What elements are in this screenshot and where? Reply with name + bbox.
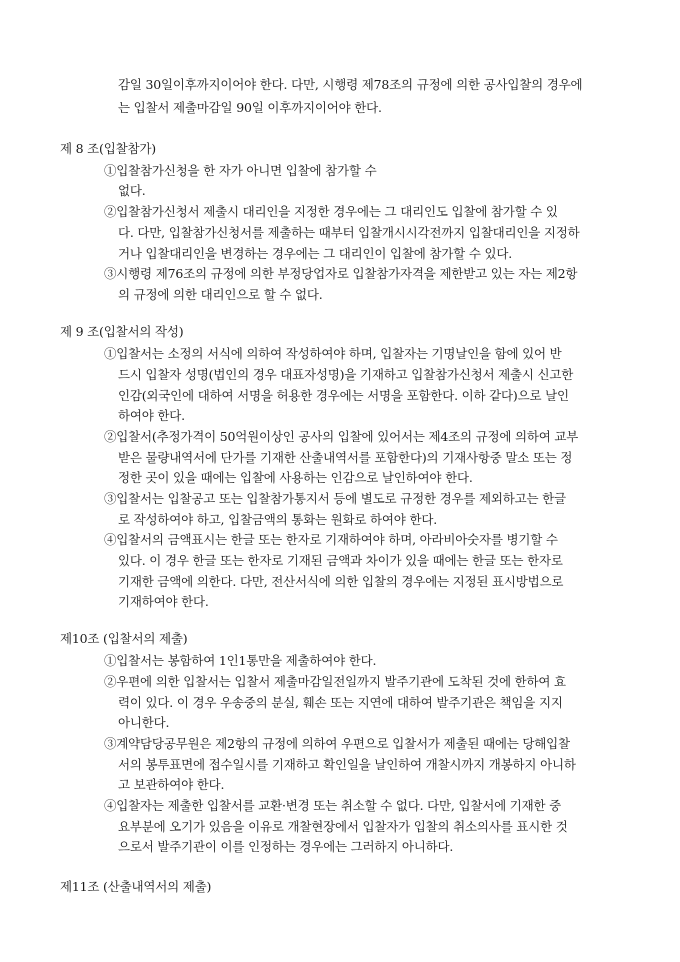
article-8-item-2: ②입찰참가신청서 제출시 대리인을 지정한 경우에는 그 대리인도 입찰에 참가할 수 있 — [104, 204, 558, 219]
article-10-item-2-cont: 력이 있다. 이 경우 우송중의 분실, 훼손 또는 지연에 대하여 발주기관은 책임을 지지 — [118, 695, 563, 710]
article-8-item-2-cont: 다. 다만, 입찰참가신청서를 제출하는 때부터 입찰개시시각전까지 입찰대리인을 지정하 — [118, 225, 580, 240]
article-9-heading: 제 9 조(입찰서의 작성) — [60, 324, 184, 339]
article-10-item-2-cont: 아니한다. — [118, 715, 170, 730]
article-8-item-3-cont: 의 규정에 의한 대리인으로 할 수 없다. — [118, 287, 323, 302]
article-9-item-1-cont: 드시 입찰자 성명(법인의 경우 대표자성명)을 기재하고 입찰참가신청서 제출시 신고한 — [118, 367, 574, 382]
article-10-item-1: ①입찰서는 봉함하여 1인1통만을 제출하여야 한다. — [104, 653, 377, 668]
article-9-item-1-cont: 인감(외국인에 대하여 서명을 허용한 경우에는 서명을 포함한다. 이하 같다)으로 날인 — [118, 388, 569, 403]
article-9-item-2-cont: 정한 곳이 있을 때에는 입찰에 사용하는 인감으로 날인하여야 한다. — [118, 470, 473, 485]
article-9-item-4-cont: 기재한 금액에 의한다. 다만, 전산서식에 의한 입찰의 경우에는 지정된 표시방법으로 — [118, 574, 564, 589]
article-9-item-3-cont: 로 작성하여야 하고, 입찰금액의 통화는 원화로 하여야 한다. — [118, 512, 437, 527]
article-9-item-2-cont: 받은 물량내역서에 단가를 기재한 산출내역서를 포함한다)의 기재사항중 말소 또는 정 — [118, 450, 573, 465]
article-9-item-4-cont: 기재하여야 한다. — [118, 594, 209, 609]
article-11-heading: 제11조 (산출내역서의 제출) — [60, 879, 212, 894]
article-10-item-4-cont: 으로서 발주기관이 이를 인정하는 경우에는 그러하지 아니하다. — [118, 839, 454, 854]
article-10-item-4: ④입찰자는 제출한 입찰서를 교환·변경 또는 취소할 수 없다. 다만, 입찰서에 기재한 중 — [104, 798, 562, 813]
article-9-item-1-cont: 하여야 한다. — [118, 408, 185, 423]
article-9-item-2: ②입찰서(추정가격이 50억원이상인 공사의 입찰에 있어서는 제4조의 규정에 의하여 교부 — [104, 429, 579, 444]
article-10-item-2: ②우편에 의한 입찰서는 입찰서 제출마감일전일까지 발주기관에 도착된 것에 한하여 효 — [104, 674, 566, 689]
article-8-item-1: ①입찰참가신청을 한 자가 아니면 입찰에 참가할 수 — [104, 163, 377, 178]
article-8-heading: 제 8 조(입찰참가) — [60, 141, 156, 156]
article-8-item-3: ③시행령 제76조의 규정에 의한 부정당업자로 입찰참가자격을 제한받고 있는 자는 제2항 — [104, 266, 578, 281]
article-8-item-2-cont: 거나 입찰대리인을 변경하는 경우에는 그 대리인이 입찰에 참가할 수 있다. — [118, 246, 512, 261]
article-10-item-3-cont: 서의 봉투표면에 접수일시를 기재하고 확인일을 날인하여 개찰시까지 개봉하지 아니하 — [118, 757, 576, 772]
intro-line: 감일 30일이후까지이어야 한다. 다만, 시행령 제78조의 규정에 의한 공사입찰의 경우에 — [118, 77, 583, 92]
article-9-item-4-cont: 있다. 이 경우 한글 또는 한자로 기재된 금액과 차이가 있을 때에는 한글 또는 한자로 — [118, 553, 563, 568]
article-8-item-1-cont: 없다. — [118, 183, 146, 198]
article-10-item-4-cont: 요부분에 오기가 있음을 이유로 개찰현장에서 입찰자가 입찰의 취소의사를 표시한 것 — [118, 819, 568, 834]
article-10-item-3: ③계약담당공무원은 제2항의 규정에 의하여 우편으로 입찰서가 제출된 때에는 당해입찰 — [104, 736, 570, 751]
article-9-item-4: ④입찰서의 금액표시는 한글 또는 한자로 기재하여야 하며, 아라비아숫자를 병기할 수 — [104, 532, 558, 547]
article-9-item-1: ①입찰서는 소정의 서식에 의하여 작성하여야 하며, 입찰자는 기명날인을 함에 있어 반 — [104, 346, 562, 361]
intro-line: 는 입찰서 제출마감일 90일 이후까지이어야 한다. — [118, 100, 382, 115]
article-10-item-3-cont: 고 보관하여야 한다. — [118, 777, 225, 792]
article-9-item-3: ③입찰서는 입찰공고 또는 입찰참가통지서 등에 별도로 규정한 경우를 제외하고는 한글 — [104, 491, 566, 506]
article-10-heading: 제10조 (입찰서의 제출) — [60, 631, 188, 646]
